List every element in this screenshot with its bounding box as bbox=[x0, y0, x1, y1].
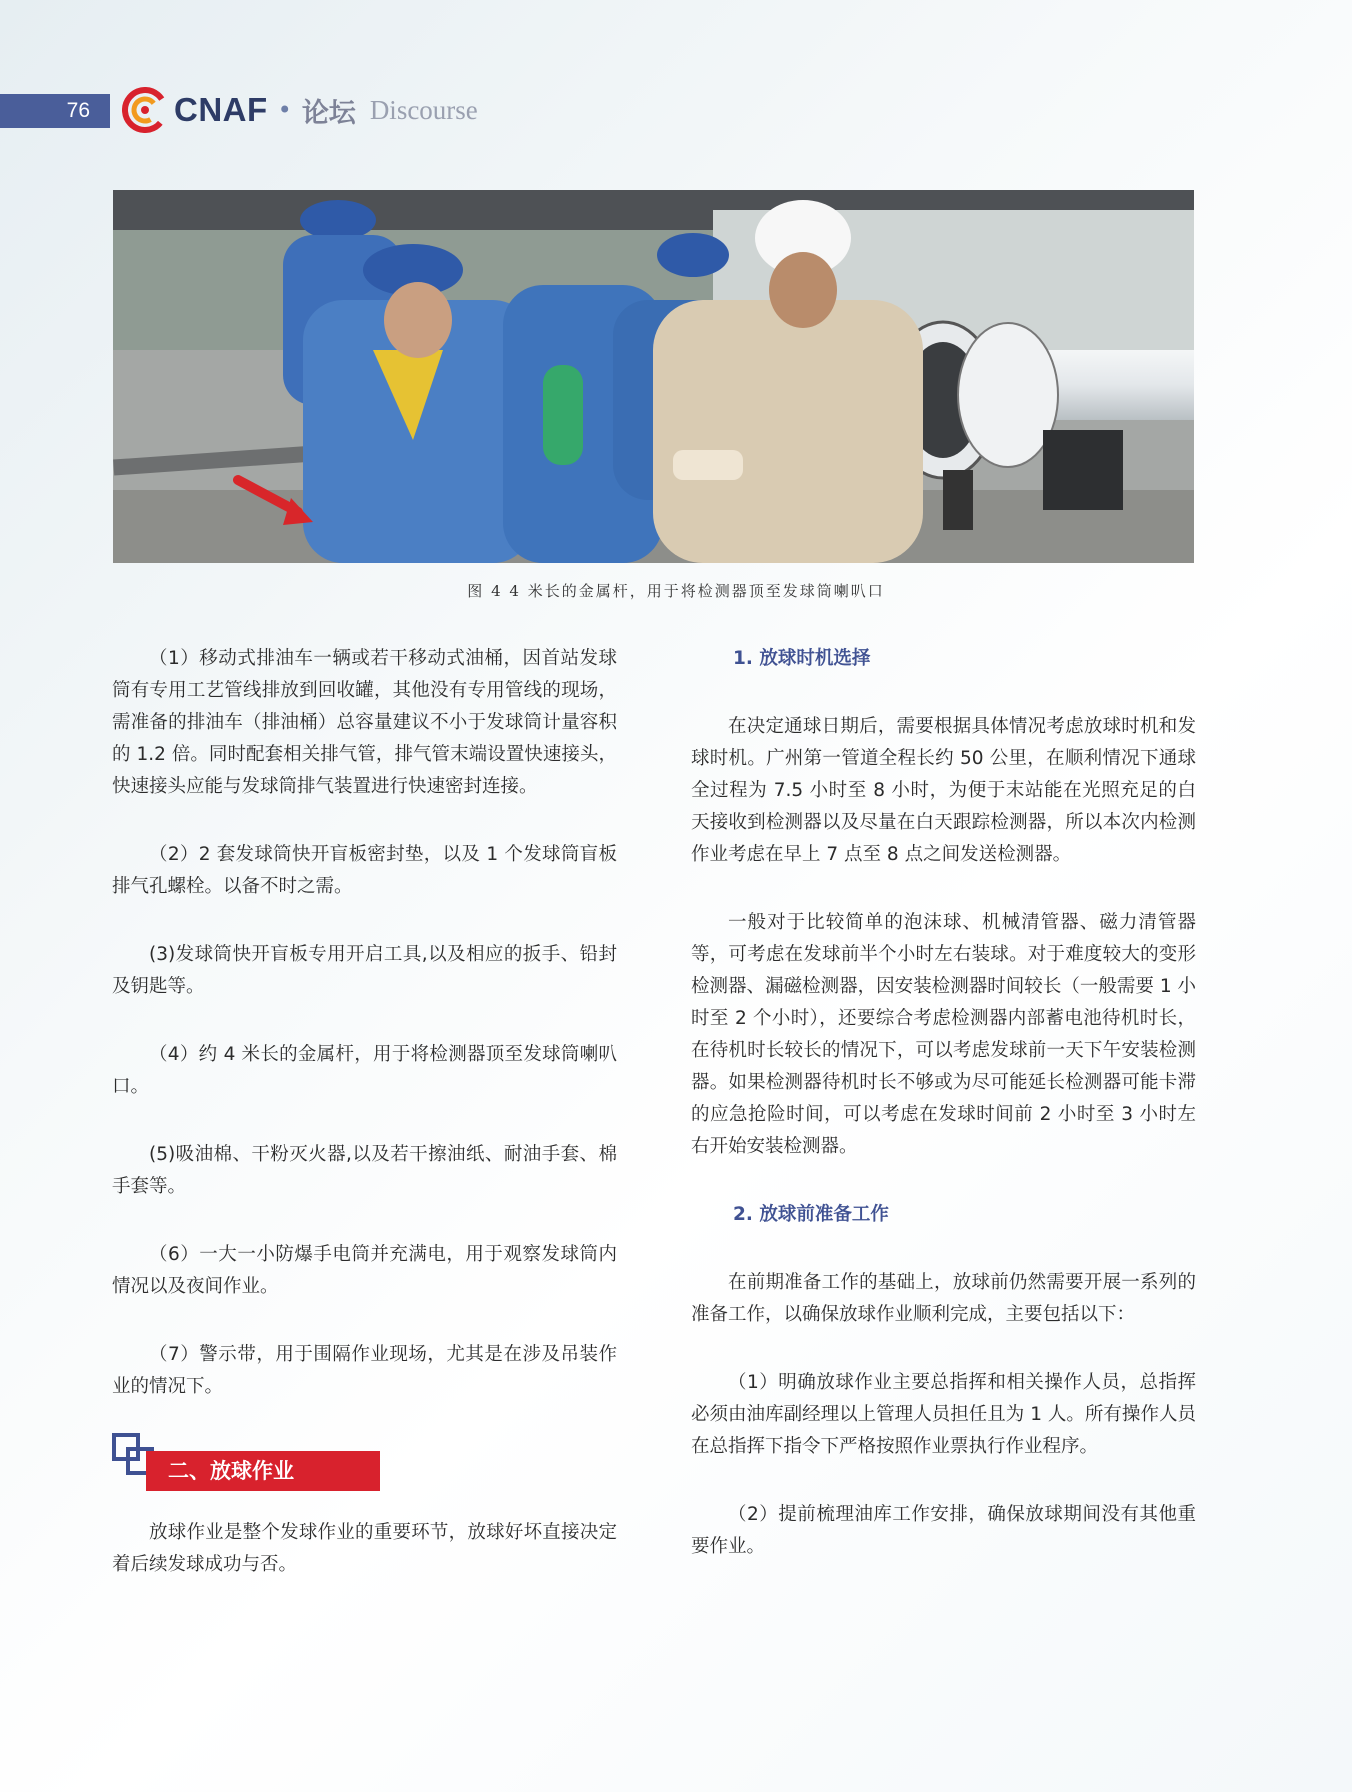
paragraph: 在决定通球日期后，需要根据具体情况考虑放球时机和发球时机。广州第一管道全程长约 50 公里，在顺利情况下通球全过程为 7.5 小时至 8 小时，为便于末站能在光照充足的白天接收到检测器以及尽量在白天跟踪检测器，所以本次内检测作业考虑在早上 7 点至 8 点之间发送检测器。 bbox=[691, 716, 1196, 865]
paragraph: （2）2 套发球筒快开盲板密封垫，以及 1 个发球筒盲板排气孔螺栓。以备不时之需。 bbox=[112, 844, 617, 897]
paragraph: 放球作业是整个发球作业的重要环节，放球好坏直接决定着后续发球成功与否。 bbox=[112, 1522, 617, 1575]
paragraph: （1）移动式排油车一辆或若干移动式油桶，因首站发球筒有专用工艺管线排放到回收罐，其他没有专用管线的现场，需准备的排油车（排油桶）总容量建议不小于发球筒计量容积的 1.2 倍。同时配套相关排气管，排气管末端设置快速接头，快速接头应能与发球筒排气装置进行快速密封连接。 bbox=[112, 648, 617, 797]
section-name-en: Discourse bbox=[369, 94, 478, 125]
page-number-tab bbox=[0, 94, 110, 128]
paragraph: 在前期准备工作的基础上，放球前仍然需要开展一系列的准备工作，以确保放球作业顺利完成，主要包括以下： bbox=[691, 1272, 1196, 1325]
figure-caption: 图 4 4 米长的金属杆，用于将检测器顶至发球筒喇叭口 bbox=[467, 582, 885, 600]
publication-header bbox=[122, 86, 478, 134]
brand-name: CNAF bbox=[174, 91, 268, 128]
paragraph: (3)发球筒快开盲板专用开启工具,以及相应的扳手、铅封及钥匙等。 bbox=[112, 944, 617, 997]
paragraph: 一般对于比较简单的泡沫球、机械清管器、磁力清管器等，可考虑在发球前半个小时左右装球。对于难度较大的变形检测器、漏磁检测器，因安装检测器时间较长（一般需要 1 小时至 2 个小时），还要综合考虑检测器内部蓄电池待机时长，在待机时长较长的情况下，可以考虑发球前一天下午安装检测器。如果检测器待机时长不够或为尽可能延长检测器可能卡滞的应急抢险时间，可以考虑在发球时间前 2 小时至 3 小时左右开始安装检测器。 bbox=[691, 912, 1196, 1157]
page-number: 76 bbox=[66, 99, 90, 122]
section-heading bbox=[112, 1433, 617, 1493]
paragraph: （7）警示带，用于围隔作业现场，尤其是在涉及吊装作业的情况下。 bbox=[112, 1344, 617, 1397]
paragraph: （1）明确放球作业主要总指挥和相关操作人员，总指挥必须由油库副经理以上管理人员担任且为 1 人。所有操作人员在总指挥下指令下严格按照作业票执行作业程序。 bbox=[691, 1372, 1196, 1457]
workers-pipe-photo bbox=[113, 190, 1194, 563]
subheading: 1. 放球时机选择 bbox=[733, 648, 871, 669]
paragraph: (5)吸油棉、干粉灭火器,以及若干擦油纸、耐油手套、棉手套等。 bbox=[112, 1144, 617, 1197]
cnaf-logo-icon bbox=[122, 87, 168, 133]
subheading: 2. 放球前准备工作 bbox=[733, 1204, 889, 1225]
figure-photo bbox=[113, 190, 1194, 563]
section-name-cn: 论坛 bbox=[301, 97, 356, 129]
paragraph: （2）提前梳理油库工作安排，确保放球期间没有其他重要作业。 bbox=[691, 1504, 1196, 1557]
section-title: 二、放球作业 bbox=[146, 1451, 380, 1491]
header-separator: • bbox=[277, 96, 292, 124]
paragraph: （4）约 4 米长的金属杆，用于将检测器顶至发球筒喇叭口。 bbox=[112, 1044, 617, 1097]
paragraph: （6）一大一小防爆手电筒并充满电，用于观察发球筒内情况以及夜间作业。 bbox=[112, 1244, 617, 1297]
left-column bbox=[112, 643, 617, 1581]
right-column bbox=[691, 643, 1196, 1563]
